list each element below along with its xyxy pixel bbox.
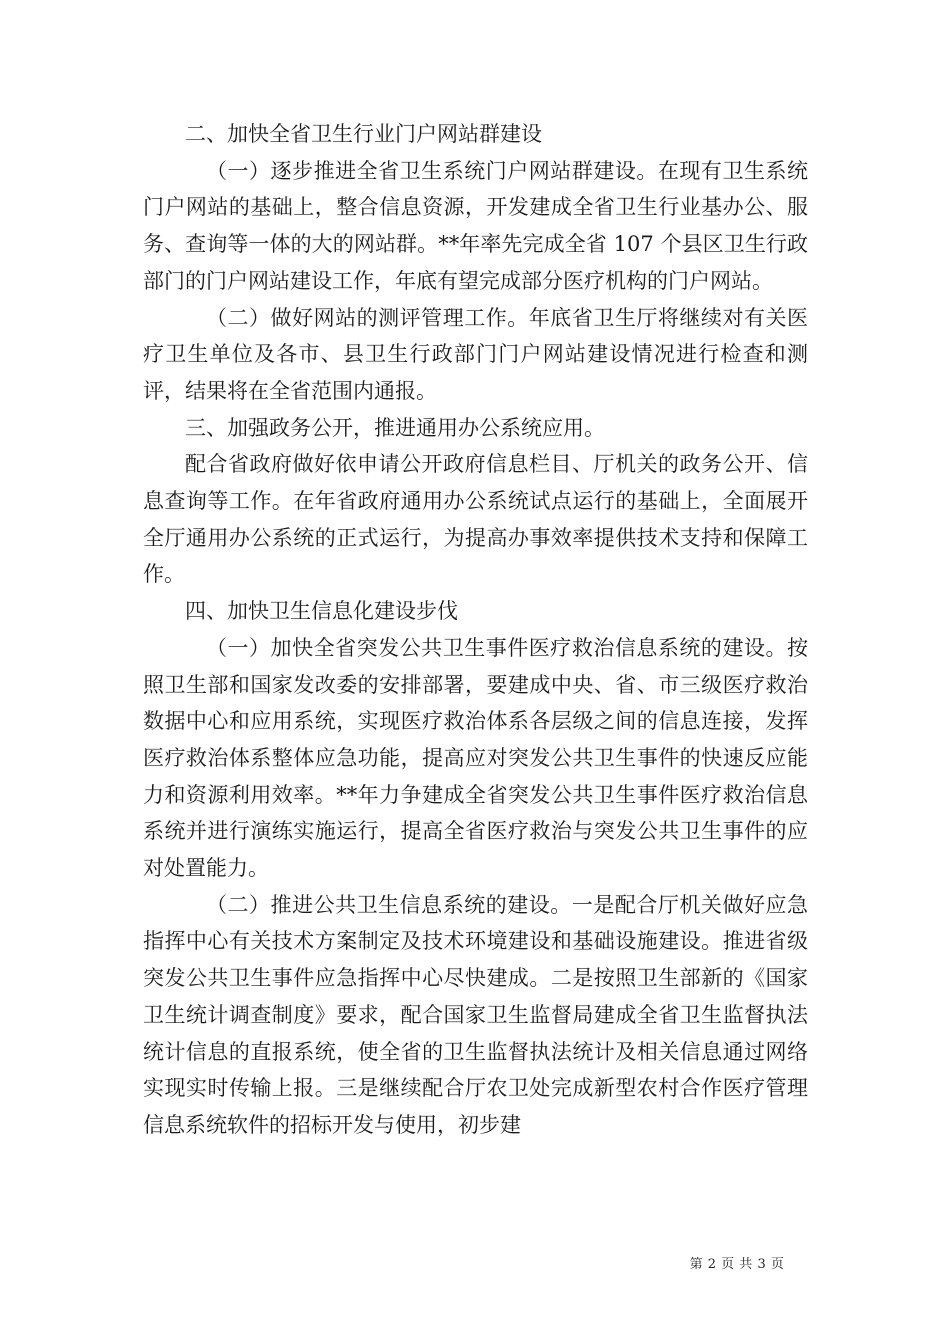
page-number: 第 2 页 共 3 页 (689, 1257, 785, 1272)
page-footer (0, 1253, 950, 1272)
paragraph-2-2: （二）做好网站的测评管理工作。年底省卫生厅将继续对有关医疗卫生单位及各市、县卫生行政部门门户网站建设情况进行检查和测评，结果将在全省范围内通报。 (143, 305, 808, 403)
paragraph-3-1: 配合省政府做好依申请公开政府信息栏目、厅机关的政务公开、信息查询等工作。在年省政府通用办公系统试点运行的基础上，全面展开全厅通用办公系统的正式运行，为提高办事效率提供技术支持和保障工作。 (143, 452, 808, 587)
section-heading-4: 四、加快卫生信息化建设步伐 (185, 599, 458, 624)
paragraph-4-1: （一）加快全省突发公共卫生事件医疗救治信息系统的建设。按照卫生部和国家发改委的安排部署，要建成中央、省、市三级医疗救治数据中心和应用系统，实现医疗救治体系各层级之间的信息连接，发挥医疗救治体系整体应急功能，提高应对突发公共卫生事件的快速反应能力和资源利用效率。**年力争建成全省突发公共卫生事件医疗救治信息系统并进行演练实施运行，提高全省医疗救治与突发公共卫生事件的应对处置能力。 (143, 635, 808, 881)
paragraph-2-1: （一）逐步推进全省卫生系统门户网站群建设。在现有卫生系统门户网站的基础上，整合信息资源，开发建成全省卫生行业基办公、服务、查询等一体的大的网站群。**年率先完成全省 107 个县区卫生行政部门的门户网站建设工作，年底有望完成部分医疗机构的门户网站。 (143, 158, 808, 293)
section-heading-3: 三、加强政务公开，推进通用办公系统应用。 (185, 415, 605, 440)
document-body (143, 116, 808, 1144)
paragraph-4-2: （二）推进公共卫生信息系统的建设。一是配合厅机关做好应急指挥中心有关技术方案制定及技术环境建设和基础设施建设。推进省级突发公共卫生事件应急指挥中心尽快建成。二是按照卫生部新的《国家卫生统计调查制度》要求，配合国家卫生监督局建成全省卫生监督执法统计信息的直报系统，使全省的卫生监督执法统计及相关信息通过网络实现实时传输上报。三是继续配合厅农卫处完成新型农村合作医疗管理信息系统软件的招标开发与使用，初步建 (143, 892, 808, 1137)
section-heading-2: 二、加快全省卫生行业门户网站群建设 (185, 122, 542, 146)
